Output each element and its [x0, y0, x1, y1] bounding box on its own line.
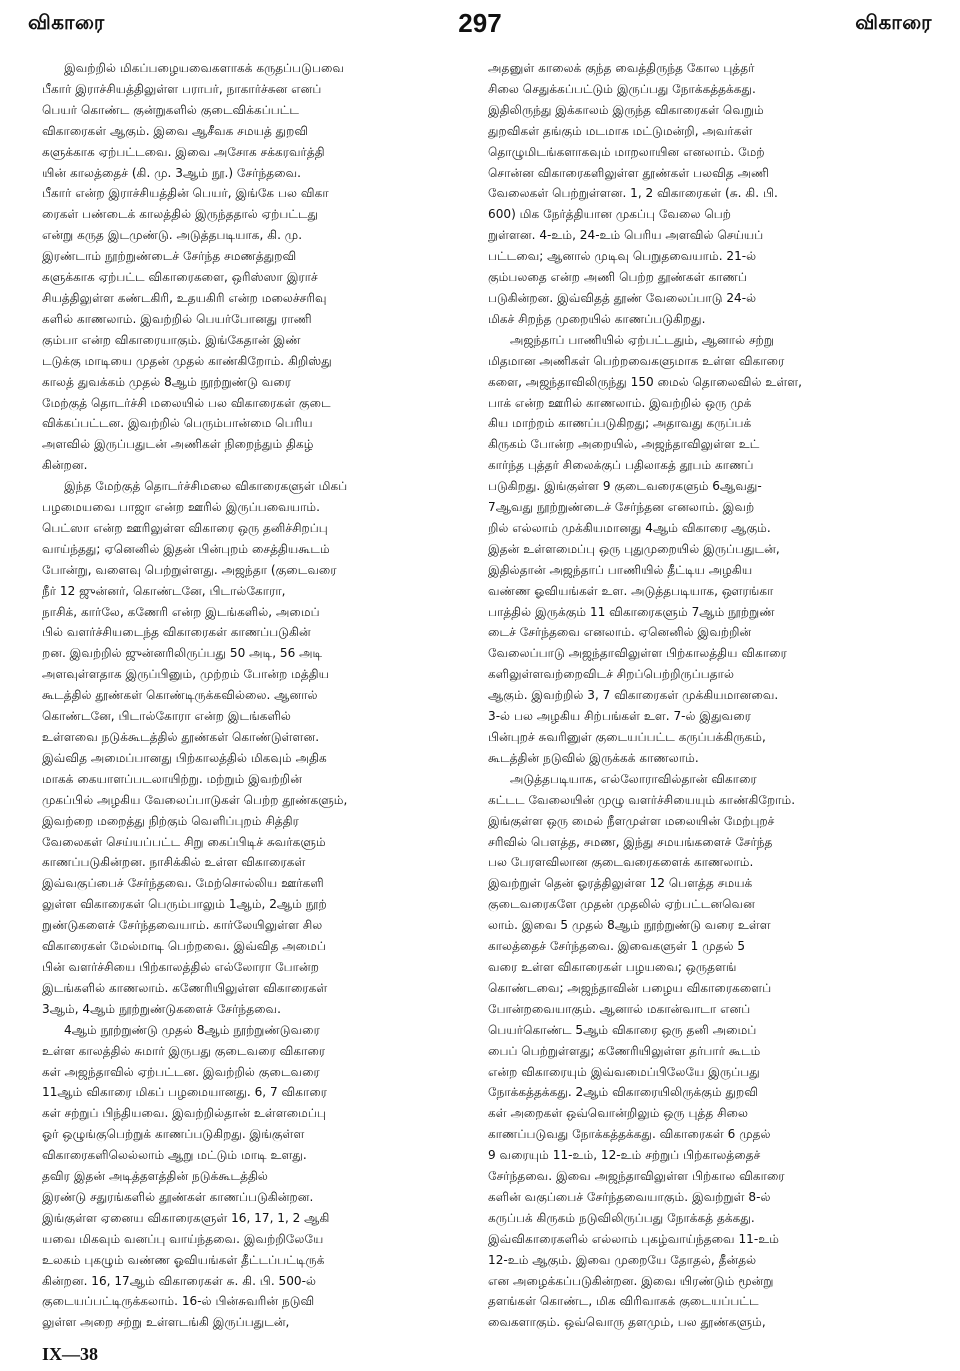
paragraph: இவற்றில் மிகப்பழையவைகளாகக் கருதப்படுபவை பீகார் இராச்சியத்திலுள்ள பராபர், நாகார்ச்சுன எனப் பெயர் கொண்ட குன்றுகளில் குடைவிக்கப்பட்ட விகாரைகள் ஆகும். இவை ஆசீவக சமயத் துறவி களுக்காக ஏற்பட்டவை. இவை அசோக சக்கரவர்த்தி யின் காலத்தைச் (கி. மு. 3ஆம் நூ.) சேர்ந்தவை. பீகார் என்ற இராச்சியத்தின் பெயர், இங்கே பல விகா ரைகள் பண்டைக் காலத்தில் இருந்ததால் ஏற்பட்டது என்று கருத இடமுண்டு. அடுத்தபடியாக, கி. மு. இரண்டாம் நூற்றுண்டைச் சேர்ந்த சமணத்துறவி களுக்காக ஏற்பட்ட விகாரைகளை, ஒரிஸ்ஸா இராச் சியத்திலுள்ள கண்டகிரி, உதயகிரி என்ற மலைச்சரிவு களில் காணலாம். இவற்றில் பெயர்போனது ராணி கும்பா என்ற விகாரையாகும். இங்கேதான் இண் டடுக்கு மாடியை முதன் முதல் காண்கிறோம். கிறிஸ்து காலத் துவக்கம் முதல் 8ஆம் நூற்றுண்டு வரை மேற்குத் தொடர்ச்சி மலையில் பல விகாரைகள் குடை விக்கப்பட்டன. இவற்றில் பெரும்பான்மை பெரிய அளவில் இருப்பதுடன் அணிகள் நிறைந்தும் திகழ் கின்றன. [42, 61, 344, 473]
paragraph: அதனுள் காலைக் குந்த வைத்திருந்த கோல புத்தர் சிலை செதுக்கப்பட்டும் இருப்பது நோக்கத்தக்கது. இதிலிருந்து இக்காலம் இருந்த விகாரைகள் வெறும் துறவிகள் தங்கும் மடமாக மட்டுமன்றி, அவர்கள் தொழுமிடங்களாகவும் மாறலாயின எனலாம். மேற் சொன்ன விகாரைகளிலுள்ள தூண்கள் பலவித அணி வேலைகள் பெற்றுள்ளன. 1, 2 விகாரைகள் (சு. கி. பி. 600) மிக நேர்த்தியான முகப்பு வேலை பெற் றுள்ளன. 4-உம், 24-உம் பெரிய அளவில் செய்யப் பட்டவை; ஆனால் முடிவு பெறுதவையாம். 21-ல் கும்பலதை என்ற அணி பெற்ற தூண்கள் காணப் படுகின்றன. இவ்விதத் தூண் வேலைப்பாடு 24-ல் மிகச் சிறந்த முறையில் காணப்படுகிறது. [488, 61, 778, 326]
paragraph: அஜந்தாப் பாணியில் ஏற்பட்டதும், ஆனால் சற்று மிதமான அணிகள் பெற்றவைகளுமாக உள்ள விகாரை களை, அஜந்தாவிலிருந்து 150 மைல் தொலைவில் உள்ள, பாக் என்ற ஊரில் காணலாம். இவற்றில் ஒரு முக் கிய மாற்றம் காணப்படுகிறது; அதாவது கருப்பக் கிருகம் போன்ற அறையில், அஜந்தாவிலுள்ள உட் கார்ந்த புத்தர் சிலைக்குப் பதிலாகத் தூபம் காணப் படுகிறது. இங்குள்ள 9 குடைவரைகளும் 6ஆவது- 7ஆவது நூற்றுண்டைச் சேர்ந்தன எனலாம். இவற் றில் எல்லாம் முக்கியமானது 4ஆம் விகாரை ஆகும். இதன் உள்ளமைப்பு ஒரு புதுமுறையில் இருப்பதுடன், இதில்தான் அஜந்தாப் பாணியில் தீட்டிய அழகிய வண்ண ஓவியங்கள் உள. அடுத்தபடியாக, ஔரங்கா பாத்தில் இருக்கும் 11 விகாரைகளும் 7ஆம் நூற்றுண் டைச் சேர்ந்தவை எனலாம். ஏனெனில் இவற்றின் வேலைப்பாடு அஜந்தாவிலுள்ள பிற்காலத்திய விகாரை களிலுள்ளவற்றைவிடச் சிறப்பெற்றிருப்பதால் ஆகும். இவற்றில் 3, 7 விகாரைகள் முக்கியமானவை. 3-ல் பல அழகிய சிற்பங்கள் உள. 7-ல் இதுவரை பின்புறச் சுவரினுள் குடையப்பட்ட கருப்பக்கிருகம், கூடத்தின் நடுவில் இருக்கக் காணலாம். [488, 332, 803, 765]
paragraph: இந்த மேற்குத் தொடர்ச்சிமலை விகாரைகளுள் மிகப் பழமையவை பாஜா என்ற ஊரில் இருப்பவையாம். பெட்ஸா என்ற ஊரிலுள்ள விகாரை ஒரு தனிச்சிறப்பு வாய்ந்தது; ஏனெனில் இதன் பின்புறம் சைத்தியகூடம் போன்று, வளைவு பெற்றுள்ளது. அஜந்தா (குடைவரை நீர் 12 ஜுன்னர், கொண்டனே, பிடால்கோரா, நாசிக், கார்லே, கணேரி என்ற இடங்களில், அமைப் பில் வளர்ச்சியடைந்த விகாரைகள் காணப்படுகின் றன. இவற்றில் ஜுன்னரிலிருப்பது 50 அடி, 56 அடி அளவுள்ளதாக இருப்பினும், முற்றம் போன்ற மத்திய கூடத்தில் தூண்கள் கொண்டிருக்கவில்லை. ஆனால் கொண்டனே, பிடால்கோரா என்ற இடங்களில் உள்ளவை நடுக்கூடத்தில் தூண்கள் கொண்டுள்ளன. இவ்வித அமைப்பானது பிற்காலத்தில் மிகவும் அதிக மாகக் கையாளப்படலாயிற்று. மற்றும் இவற்றின் முகப்பில் அழகிய வேலைப்பாடுகள் பெற்ற தூண்களும், இவற்றை மறைத்து நிற்கும் வெளிப்புறம் சித்திர வேலைகள் செய்யப்பட்ட சிறு கைப்பிடிச் சுவர்களும் காணப்படுகின்றன. நாசிக்கில் உள்ள விகாரைகள் இவ்வகுப்பைச் சேர்ந்தவை. மேற்சொல்லிய ஊர்களி லுள்ள விகாரைகள் பெரும்பாலும் 1ஆம், 2ஆம் நூற் றுண்டுகளைச் சேர்ந்தவையாம். கார்லேயிலுள்ள சில விகாரைகள் மேல்மாடி பெற்றவை. இவ்வித அமைப் பின் வளர்ச்சியை பிற்காலத்தில் எல்லோரா போன்ற இடங்களில் காணலாம். கணேரியிலுள்ள விகாரைகள் 3ஆம், 4ஆம் நூற்றுண்டுகளைச் சேர்ந்தவை. [42, 479, 348, 1016]
page-header [28, 4, 932, 42]
running-head-left: விகாரை [28, 9, 105, 34]
right-column [488, 58, 926, 1343]
running-head-right: விகாரை [855, 9, 932, 34]
signature-mark: IX—38 [42, 1344, 99, 1364]
page-number: 297 [458, 7, 502, 38]
paragraph: 4ஆம் நூற்றுண்டு முதல் 8ஆம் நூற்றுண்டுவரை உள்ள காலத்தில் சுமார் இருபது குடைவரை விகாரை கள் அஜந்தாவில் ஏற்பட்டன. இவற்றில் குடைவரை 11ஆம் விகாரை மிகப் பழமையானது. 6, 7 விகாரை கள் சற்றுப் பிந்தியவை. இவற்றில்தான் உள்ளமைப்பு ஓர் ஒழுங்குபெற்றுக் காணப்படுகிறது. இங்குள்ள விகாரைகளிலெல்லாம் ஆறு மட்டும் மாடி உளது. தவிர இதன் அடித்தளத்தின் நடுக்கூடத்தில் இரண்டு சதுரங்களில் தூண்கள் காணப்படுகின்றன. இங்குள்ள ஏனைய விகாரைகளுள் 16, 17, 1, 2 ஆகி யவை மிகவும் வனப்பு வாய்ந்தவை. இவற்றிலேயே உலகம் புகழும் வண்ண ஓவியங்கள் தீட்டப்பட்டிருக் கின்றன. 16, 17ஆம் விகாரைகள் சு. கி. பி. 500-ல் குடையப்பட்டிருக்கலாம். 16-ல் பின்சுவரின் நடுவி லுள்ள அறை சற்று உள்ளடங்கி இருப்பதுடன், [42, 1022, 330, 1330]
left-column [42, 58, 480, 1343]
paragraph: அடுத்தபடியாக, எல்லோராவில்தான் விகாரை கட்டட வேலையின் முழு வளர்ச்சியையும் காண்கிறோம். இங்குள்ள ஒரு மைல் நீளமுள்ள மலையின் மேற்புறச் சரிவில் பௌத்த, சமண, இந்து சமயங்களைச் சேர்ந்த பல பேரளவிலான குடைவரைகளைக் காணலாம். இவற்றுள் தென் ஓரத்திலுள்ள 12 பௌத்த சமயக் குடைவரைகளே முதன் முதலில் ஏற்பட்டனவென லாம். இவை 5 முதல் 8ஆம் நூற்றுண்டு வரை உள்ள காலத்தைச் சேர்ந்தவை. இவைகளுள் 1 முதல் 5 வரை உள்ள விகாரைகள் பழயவை; ஒருதளங் கொண்டவை; அஜந்தாவின் பழைய விகாரைகளைப் போன்றவையாகும். ஆனால் மகான்வாடா எனப் பெயர்கொண்ட 5ஆம் விகாரை ஒரு தனி அமைப் பைப் பெற்றுள்ளது; கணேரியிலுள்ள தர்பார் கூடம் என்ற விகாரையும் இவ்வமைப்பிலேயே இருப்பது நோக்கத்தக்கது. 2ஆம் விகாரையிலிருக்கும் துறவி கள் அறைகள் ஒவ்வொன்றிலும் ஒரு புத்த சிலை காணப்படுவது நோக்கத்தக்கது. விகாரைகள் 6 முதல் 9 வரையும் 11-உம், 12-உம் சற்றுப் பிற்காலத்தைச் சேர்ந்தவை. இவை அஜந்தாவிலுள்ள பிற்கால விகாரை களின் வகுப்பைச் சேர்ந்தவையாகும். இவற்றுள் 8-ல் கருப்பக் கிருகம் நடுவிலிருப்பது நோக்கத் தக்கது. இவ்விகாரைகளில் எல்லாம் புகழ்வாய்ந்தவை 11-உம் 12-உம் ஆகும். இவை முறையே தோதல், தீன்தல் என அழைக்கப்படுகின்றன. இவை யிரண்டும் மூன்று தளங்கள் கொண்ட, மிக விரிவாகக் குடையப்பட்ட வைகளாகும். ஒவ்வொரு தளமும், பல தூண்களும், [488, 771, 796, 1330]
